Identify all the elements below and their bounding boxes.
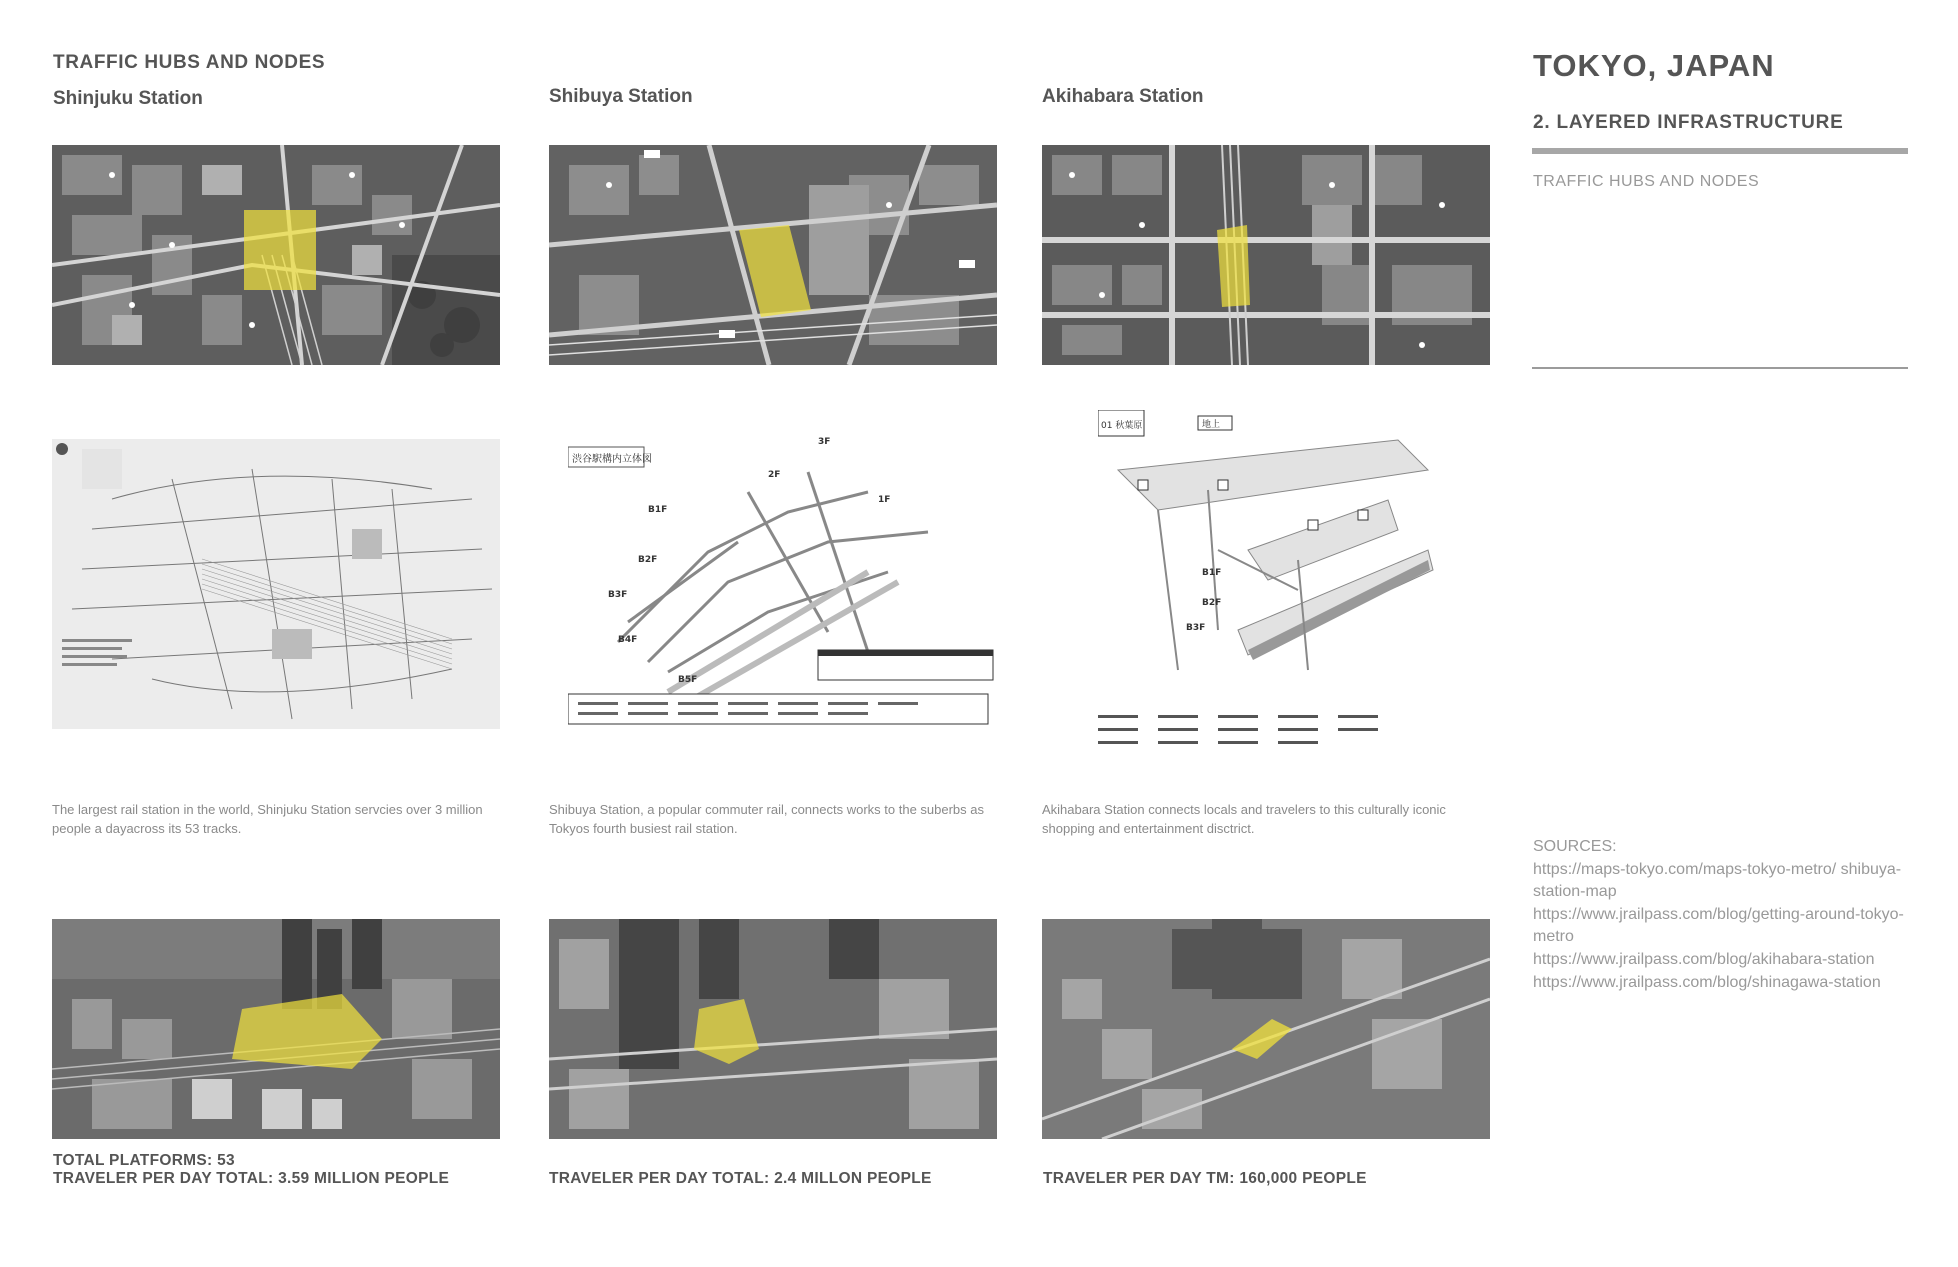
source-link[interactable]: https://maps-tokyo.com/maps-tokyo-metro/ shibuya-station-map bbox=[1533, 860, 1902, 901]
description-akihabara: Akihabara Station connects locals and travelers to this culturally iconic shopping and entertainment disctrict. bbox=[1042, 802, 1446, 836]
shinjuku-aerial-image bbox=[52, 919, 500, 1139]
svg-text:B3F: B3F bbox=[608, 590, 628, 600]
sources-list bbox=[1533, 836, 1913, 994]
section-tag: TRAFFIC HUBS AND NODES bbox=[1533, 173, 1760, 190]
svg-text:3F: 3F bbox=[818, 437, 831, 447]
svg-text:B4F: B4F bbox=[618, 635, 638, 645]
column-title-akihabara: Akihabara Station bbox=[1042, 86, 1204, 107]
svg-text:B1F: B1F bbox=[1202, 568, 1222, 578]
shibuya-aerial-image bbox=[549, 919, 997, 1139]
akihabara-satellite-image bbox=[1042, 145, 1490, 365]
akihabara-station-plan bbox=[1098, 410, 1438, 765]
column-title-shibuya: Shibuya Station bbox=[549, 86, 693, 107]
svg-text:B3F: B3F bbox=[1186, 623, 1206, 633]
shibuya-station-plan bbox=[568, 432, 1000, 732]
source-link[interactable]: https://www.jrailpass.com/blog/akihabara-station bbox=[1533, 950, 1875, 968]
page-title: TOKYO, JAPAN bbox=[1533, 48, 1775, 83]
stat-line: TRAVELER PER DAY TOTAL: 2.4 MILLON PEOPLE bbox=[549, 1170, 932, 1187]
stat-line: TRAVELER PER DAY TM: 160,000 PEOPLE bbox=[1043, 1170, 1367, 1187]
description-shinjuku: The largest rail station in the world, Shinjuku Station servcies over 3 million people a dayacross its 53 tracks. bbox=[52, 802, 483, 836]
page-subtitle: 2. LAYERED INFRASTRUCTURE bbox=[1533, 112, 1844, 133]
svg-text:B2F: B2F bbox=[1202, 598, 1222, 608]
stats-shinjuku bbox=[53, 1152, 449, 1188]
stat-line: TRAVELER PER DAY TOTAL: 3.59 MILLION PEOPLE bbox=[53, 1170, 450, 1187]
svg-text:B2F: B2F bbox=[638, 555, 658, 565]
source-link[interactable]: https://www.jrailpass.com/blog/getting-around-tokyo-metro bbox=[1533, 905, 1904, 946]
svg-text:1F: 1F bbox=[878, 495, 891, 505]
akihabara-plan-street-label: 地上 bbox=[1202, 420, 1221, 430]
shibuya-plan-title: 渋谷駅構内立体図 bbox=[572, 454, 652, 465]
shibuya-satellite-image bbox=[549, 145, 997, 365]
svg-text:B5F: B5F bbox=[678, 675, 698, 685]
column-title-shinjuku: Shinjuku Station bbox=[53, 88, 203, 109]
stats-shibuya bbox=[549, 1170, 932, 1188]
sidebar-rule bbox=[1532, 367, 1908, 369]
stats-akihabara bbox=[1043, 1170, 1367, 1188]
svg-text:2F: 2F bbox=[768, 470, 781, 480]
shinjuku-station-plan bbox=[52, 439, 500, 729]
title-divider bbox=[1532, 148, 1908, 154]
section-label: TRAFFIC HUBS AND NODES bbox=[53, 52, 326, 73]
akihabara-aerial-image bbox=[1042, 919, 1490, 1139]
svg-text:B1F: B1F bbox=[648, 505, 668, 515]
shinjuku-satellite-image bbox=[52, 145, 500, 365]
source-link[interactable]: https://www.jrailpass.com/blog/shinagawa-station bbox=[1533, 973, 1881, 991]
description-shibuya: Shibuya Station, a popular commuter rail, connects works to the suberbs as Tokyos fourth busiest rail station. bbox=[549, 802, 984, 836]
akihabara-plan-station-label: 01 秋葉原 bbox=[1101, 421, 1143, 431]
sources-label: SOURCES: bbox=[1533, 838, 1617, 855]
stat-line: TOTAL PLATFORMS: 53 bbox=[53, 1152, 235, 1169]
